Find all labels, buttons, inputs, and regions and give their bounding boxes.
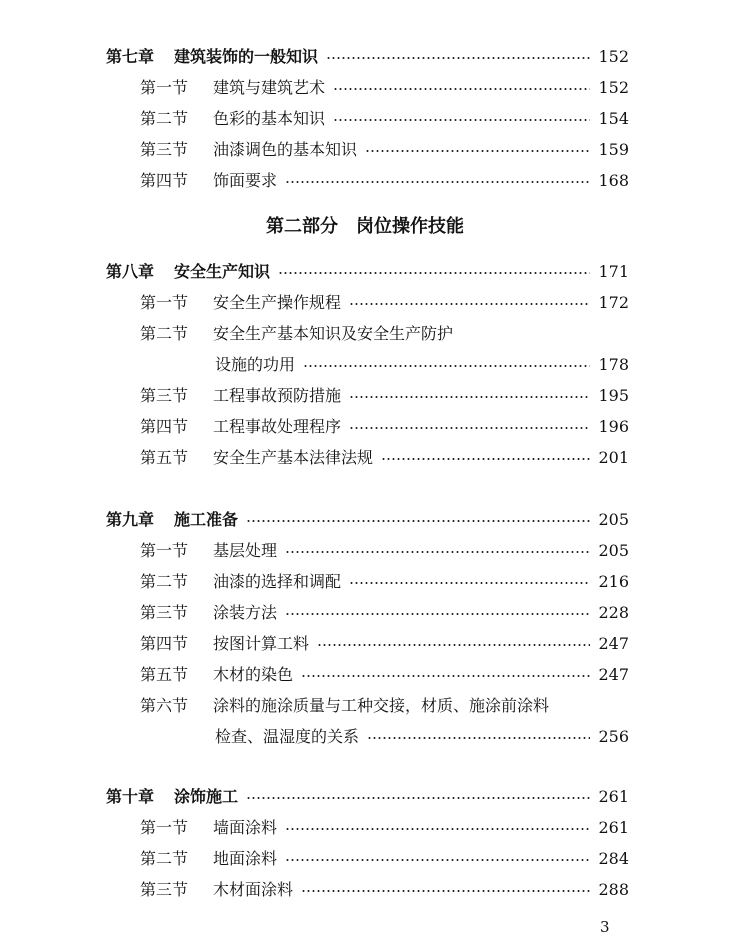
toc-section-entry <box>0 815 730 841</box>
toc-entry-page: 228 <box>598 603 629 622</box>
toc-entry-title: 安全生产基本法律法规 <box>213 448 374 467</box>
toc-section-entry <box>0 600 730 626</box>
toc-entry-page: 152 <box>598 47 629 66</box>
page-number: 3 <box>600 918 610 936</box>
toc-section-entry <box>0 538 730 564</box>
toc-entry-number: 第四节 <box>140 417 189 436</box>
toc-section-entry <box>0 445 730 471</box>
dot-leader <box>246 797 590 799</box>
toc-chapter-entry <box>0 507 730 533</box>
toc-entry-page: 284 <box>598 849 629 868</box>
toc-section-entry <box>0 168 730 194</box>
toc-entry-number: 第五节 <box>140 665 189 684</box>
toc-entry-title: 建筑与建筑艺术 <box>213 78 326 97</box>
dot-leader <box>333 119 590 121</box>
toc-section-entry <box>0 352 730 378</box>
dot-leader <box>301 890 590 892</box>
toc-entry-title: 安全生产基本知识及安全生产防护 <box>213 324 454 343</box>
toc-chapter-entry <box>0 784 730 810</box>
toc-entry-title: 墙面涂料 <box>213 818 278 837</box>
toc-entry-page: 261 <box>598 818 629 837</box>
toc-entry-number: 第一节 <box>140 818 189 837</box>
toc-entry-number: 第五节 <box>140 448 189 467</box>
toc-entry-page: 256 <box>598 727 629 746</box>
toc-entry-page: 195 <box>598 386 629 405</box>
toc-section-entry <box>0 877 730 903</box>
toc-section-entry <box>0 290 730 316</box>
toc-section-entry <box>0 846 730 872</box>
toc-entry-title: 木材的染色 <box>213 665 294 684</box>
toc-section-entry <box>0 106 730 132</box>
toc-entry-number: 第二节 <box>140 109 189 128</box>
toc-entry-title: 工程事故预防措施 <box>213 386 342 405</box>
toc-entry-title: 涂料的施涂质量与工种交接，材质、施涂前涂料 <box>213 696 550 715</box>
toc-entry-page: 205 <box>598 510 629 529</box>
toc-entry-number: 第二节 <box>140 849 189 868</box>
toc-entry-title: 检查、温湿度的关系 <box>215 727 360 746</box>
toc-entry-title: 建筑装饰的一般知识 <box>174 47 319 66</box>
toc-section-entry <box>0 321 730 347</box>
dot-leader <box>285 828 590 830</box>
toc-entry-title: 色彩的基本知识 <box>213 109 326 128</box>
toc-entry-title: 木材面涂料 <box>213 880 294 899</box>
toc-entry-title: 油漆的选择和调配 <box>213 572 342 591</box>
toc-entry-number: 第六节 <box>140 696 189 715</box>
toc-entry-page: 261 <box>598 787 629 806</box>
toc-entry-page: 172 <box>598 293 629 312</box>
toc-entry-number: 第二节 <box>140 572 189 591</box>
toc-entry-page: 159 <box>598 140 629 159</box>
dot-leader <box>349 396 590 398</box>
toc-entry-number: 第八章 <box>106 262 155 281</box>
toc-entry-number: 第三节 <box>140 386 189 405</box>
toc-entry-number: 第九章 <box>106 510 155 529</box>
toc-entry-title: 安全生产操作规程 <box>213 293 342 312</box>
dot-leader <box>349 303 590 305</box>
toc-entry-title: 油漆调色的基本知识 <box>213 140 358 159</box>
dot-leader <box>285 181 590 183</box>
toc-entry-page: 205 <box>598 541 629 560</box>
toc-entry-number: 第七章 <box>106 47 155 66</box>
toc-entry-page: 201 <box>598 448 629 467</box>
toc-entry-title: 设施的功用 <box>215 355 296 374</box>
dot-leader <box>333 88 590 90</box>
toc-entry-title: 按图计算工料 <box>213 634 310 653</box>
toc-entry-page: 171 <box>598 262 629 281</box>
toc-section-entry <box>0 137 730 163</box>
toc-entry-page: 152 <box>598 78 629 97</box>
toc-entry-title: 涂饰施工 <box>174 787 239 806</box>
part-heading: 第二部分 岗位操作技能 <box>266 216 464 237</box>
toc-entry-page: 288 <box>598 880 629 899</box>
dot-leader <box>326 57 590 59</box>
toc-section-entry <box>0 631 730 657</box>
toc-section-entry <box>0 569 730 595</box>
dot-leader <box>349 582 590 584</box>
toc-entry-title: 工程事故处理程序 <box>213 417 342 436</box>
toc-chapter-entry <box>0 44 730 70</box>
toc-entry-page: 178 <box>598 355 629 374</box>
toc-chapter-entry <box>0 259 730 285</box>
dot-leader <box>303 365 590 367</box>
toc-section-entry <box>0 724 730 750</box>
dot-leader <box>285 613 590 615</box>
toc-entry-title: 地面涂料 <box>213 849 278 868</box>
toc-entry-page: 154 <box>598 109 629 128</box>
dot-leader <box>381 458 590 460</box>
toc-section-entry <box>0 383 730 409</box>
toc-entry-number: 第四节 <box>140 634 189 653</box>
toc-entry-number: 第二节 <box>140 324 189 343</box>
toc-entry-number: 第三节 <box>140 140 189 159</box>
toc-section-entry <box>0 75 730 101</box>
toc-section-entry <box>0 662 730 688</box>
toc-entry-page: 247 <box>598 665 629 684</box>
dot-leader <box>301 675 590 677</box>
toc-section-entry <box>0 693 730 719</box>
toc-entry-page: 168 <box>598 171 629 190</box>
toc-entry-number: 第一节 <box>140 78 189 97</box>
toc-entry-page: 196 <box>598 417 629 436</box>
toc-entry-number: 第三节 <box>140 603 189 622</box>
toc-entry-title: 安全生产知识 <box>174 262 271 281</box>
toc-entry-page: 216 <box>598 572 629 591</box>
dot-leader <box>365 150 590 152</box>
toc-entry-title: 基层处理 <box>213 541 278 560</box>
dot-leader <box>285 859 590 861</box>
toc-entry-number: 第十章 <box>106 787 155 806</box>
toc-entry-number: 第四节 <box>140 171 189 190</box>
toc-entry-title: 涂装方法 <box>213 603 278 622</box>
toc-entry-number: 第一节 <box>140 541 189 560</box>
dot-leader <box>285 551 590 553</box>
dot-leader <box>367 737 590 739</box>
dot-leader <box>278 272 590 274</box>
toc-entry-title: 饰面要求 <box>213 171 278 190</box>
toc-entry-title: 施工准备 <box>174 510 239 529</box>
toc-entry-page: 247 <box>598 634 629 653</box>
toc-section-entry <box>0 414 730 440</box>
dot-leader <box>246 520 590 522</box>
dot-leader <box>317 644 590 646</box>
toc-entry-number: 第一节 <box>140 293 189 312</box>
toc-entry-number: 第三节 <box>140 880 189 899</box>
dot-leader <box>349 427 590 429</box>
